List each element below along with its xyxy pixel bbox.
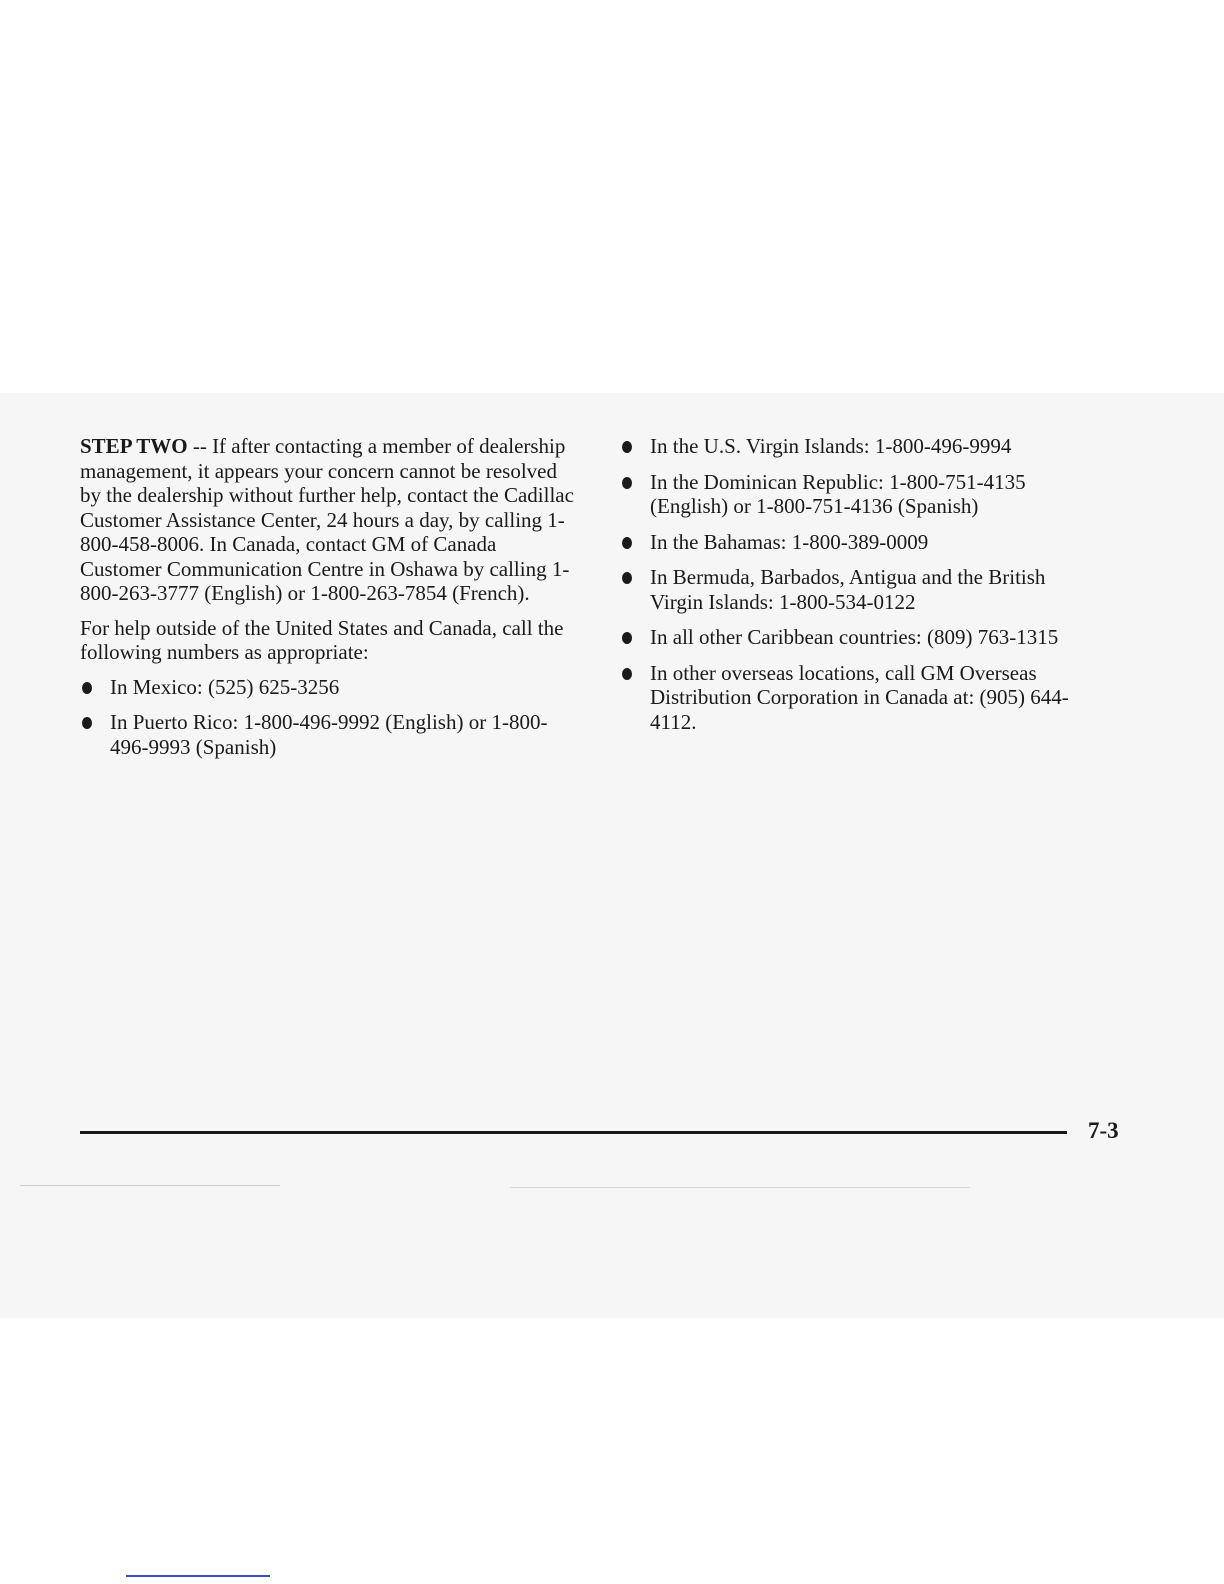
scan-artifact-line: [510, 1187, 970, 1188]
bullet-icon: [82, 717, 92, 729]
bullet-icon: [622, 537, 632, 549]
list-item: [80, 675, 580, 700]
bullet-icon: [622, 441, 632, 453]
list-item: [80, 710, 580, 759]
list-item: [620, 625, 1090, 650]
step-two-label: STEP TWO: [80, 434, 188, 458]
step-two-paragraph: [80, 434, 580, 606]
left-column: [80, 434, 580, 770]
list-item: [620, 565, 1090, 614]
list-item-text: In all other Caribbean countries: (809) 763-1315: [650, 625, 1059, 649]
bullet-icon: [622, 632, 632, 644]
scan-artifact-line: [20, 1185, 280, 1186]
list-item-text: In the U.S. Virgin Islands: 1-800-496-9994: [650, 434, 1012, 458]
bullet-icon: [622, 668, 632, 680]
footer-rule: [80, 1131, 1067, 1134]
list-item-text: In Bermuda, Barbados, Antigua and the British Virgin Islands: 1-800-534-0122: [650, 565, 1046, 614]
step-two-text: -- If after contacting a member of dealership management, it appears your concern cannot be resolved by the dealership without further help, contact the Cadillac Customer Assistance Center, 24 hours a day, by calling 1-800-458-8006. In Canada, contact GM of Canada Customer Communication Centre in Oshawa by calling 1-800-263-3777 (English) or 1-800-263-7854 (French).: [80, 434, 574, 605]
left-bullet-list: [80, 675, 580, 760]
list-item-text: In Mexico: (525) 625-3256: [110, 674, 340, 699]
bullet-icon: [622, 477, 632, 489]
bullet-icon: [622, 572, 632, 584]
bullet-icon: [82, 682, 92, 694]
list-item: [620, 470, 1090, 519]
list-item-text: In the Bahamas: 1-800-389-0009: [650, 529, 929, 554]
list-item: [620, 434, 1090, 459]
page-number: 7-3: [1088, 1118, 1119, 1143]
scan-artifact-line: [126, 1575, 270, 1577]
list-item: [620, 661, 1090, 735]
list-item-text: In other overseas locations, call GM Overseas Distribution Corporation in Canada at: (905) 644-4112.: [650, 660, 1069, 734]
list-item: [620, 530, 1090, 555]
outside-us-paragraph: For help outside of the United States and Canada, call the following numbers as appropriate:: [80, 615, 564, 664]
list-item-text: In Puerto Rico: 1-800-496-9992 (English) or 1-800-496-9993 (Spanish): [110, 710, 548, 759]
right-bullet-list: [620, 434, 1090, 734]
right-column: [620, 434, 1090, 745]
list-item-text: In the Dominican Republic: 1-800-751-4135 (English) or 1-800-751-4136 (Spanish): [650, 469, 1026, 518]
